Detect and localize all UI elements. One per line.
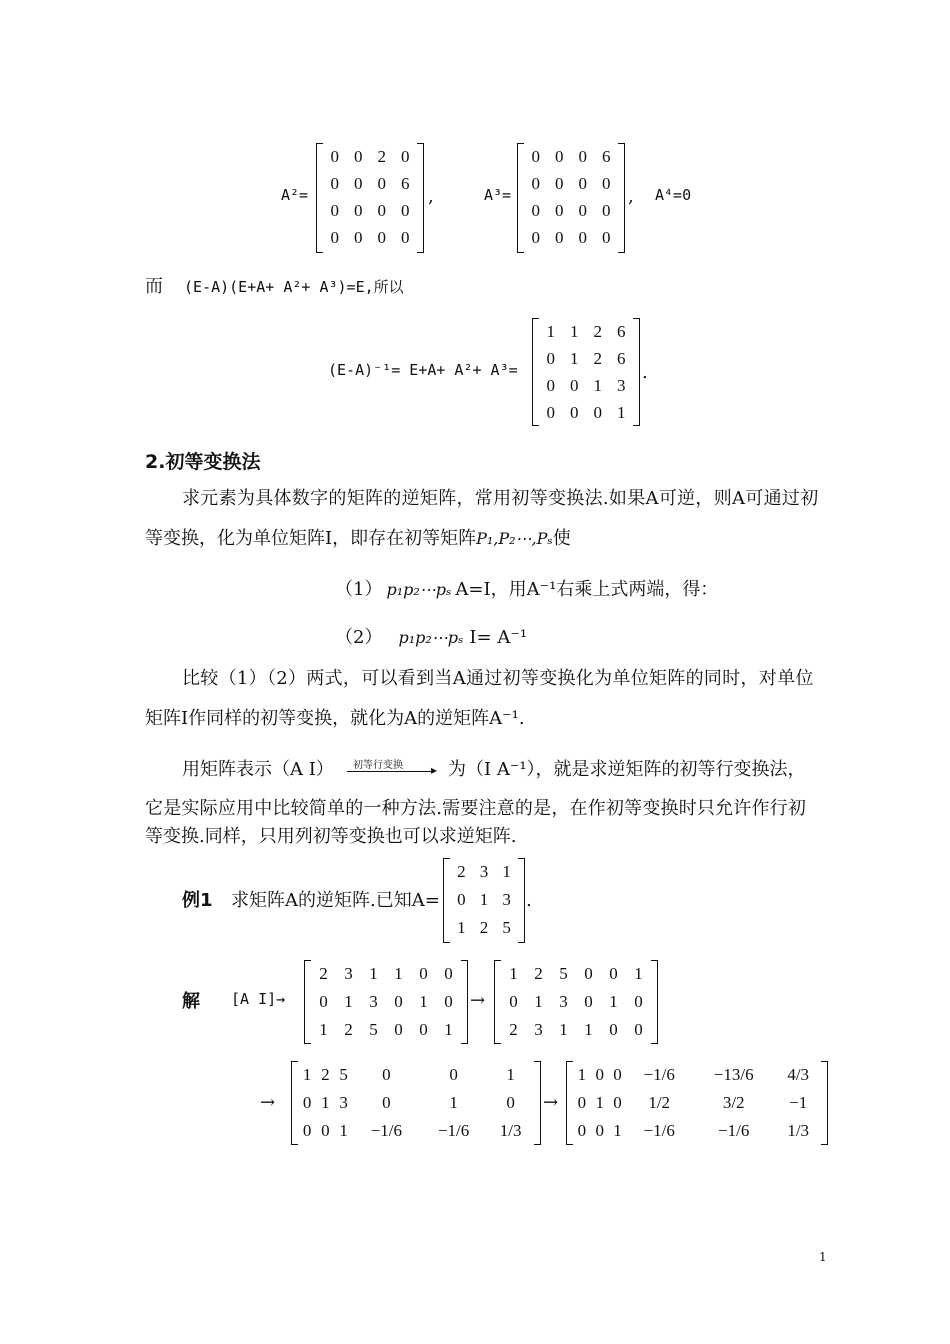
matrix-cell: 6 xyxy=(602,146,611,166)
matrix-cell: 0 xyxy=(394,1020,403,1039)
matrix-cell: 0 xyxy=(578,200,587,220)
section-heading: 2.初等变换法 xyxy=(145,451,261,473)
matrix-cell: 0 xyxy=(377,227,386,247)
solution-label: 解 xyxy=(182,991,200,1012)
matrix-cell: −1 xyxy=(789,1093,808,1112)
matrix-row xyxy=(524,143,618,170)
matrix-cell: 5 xyxy=(559,964,568,983)
matrix-cell: 0 xyxy=(321,1121,330,1140)
matrix-row xyxy=(524,170,618,197)
matrix-cell: 1 xyxy=(593,375,602,395)
matrix-cell: 0 xyxy=(354,173,363,193)
matrix-cell: 1 xyxy=(479,890,489,909)
matrix-cell: 3 xyxy=(369,992,378,1011)
matrix-cell: 2 xyxy=(457,862,466,881)
eq1-number: （1） xyxy=(335,579,383,600)
matrix-cell: 1/3 xyxy=(499,1121,522,1140)
arrow-icon: → xyxy=(543,1092,559,1113)
matrix-cell: 0 xyxy=(531,200,540,220)
matrix-cell: 3 xyxy=(344,964,353,983)
matrix-cell: 0 xyxy=(613,1093,622,1112)
matrix-cell: 1 xyxy=(577,1065,587,1084)
matrix-cell: 1 xyxy=(609,992,618,1011)
para1-line2-end: 使 xyxy=(552,528,571,549)
para3-after: 为（I A⁻¹），就是求逆矩阵的初等行变换法， xyxy=(448,759,806,780)
matrix-row xyxy=(539,345,633,372)
matrix-cell: 0 xyxy=(578,146,587,166)
matrix-cell: 1 xyxy=(502,862,511,881)
matrix-cell: 2 xyxy=(593,321,602,341)
a3-label: A³= xyxy=(484,186,512,204)
matrix-cell: 0 xyxy=(570,402,579,422)
matrix-cell: 0 xyxy=(449,1065,458,1084)
matrix-cell: 2 xyxy=(377,146,386,166)
eq1-math: p₁p₂⋯pₛ xyxy=(386,580,452,599)
matrix-cell: 1 xyxy=(419,992,428,1011)
matrix-cell: 0 xyxy=(509,992,518,1011)
matrix-cell: −13/6 xyxy=(713,1065,754,1084)
matrix-cell: 0 xyxy=(613,1065,622,1084)
matrix-cell: 0 xyxy=(531,146,540,166)
matrix-cell: 2 xyxy=(321,1065,330,1084)
matrix-cell: 0 xyxy=(593,402,602,422)
matrix-cell: 1 xyxy=(509,964,518,983)
matrix-row xyxy=(323,170,417,197)
a2-label: A²= xyxy=(281,186,309,204)
matrix-cell: 1/3 xyxy=(787,1121,810,1140)
matrix-cell: 1 xyxy=(449,1093,458,1112)
matrix-cell: 0 xyxy=(555,173,564,193)
matrix-row xyxy=(573,1117,821,1145)
matrix-row xyxy=(501,960,651,988)
solution-lhs: [A I]→ xyxy=(231,990,286,1008)
matrix-cell: 0 xyxy=(570,375,579,395)
eq2-text: I= A⁻¹ xyxy=(469,627,528,648)
inverse-lhs: (E-A)⁻¹= E+A+ A²+ A³= xyxy=(328,361,518,379)
matrix-cell: 1 xyxy=(506,1065,515,1084)
matrix-cell: 3 xyxy=(559,992,568,1011)
matrix-a2 xyxy=(316,143,424,253)
matrix-cell: −1/6 xyxy=(643,1121,675,1140)
matrix-cell: 6 xyxy=(401,173,410,193)
matrix-cell: −1/6 xyxy=(437,1121,470,1140)
matrix-cell: 0 xyxy=(595,1065,604,1084)
matrix-cell: 0 xyxy=(330,146,339,166)
matrix-cell: 3 xyxy=(502,890,511,909)
para3-line3: 等变换.同样，只用列初等变换也可以求逆矩阵. xyxy=(145,826,517,847)
a4-text: A⁴=0 xyxy=(655,186,692,204)
matrix-cell: 1 xyxy=(570,321,579,341)
matrix-cell: 1 xyxy=(559,1020,568,1039)
matrix-cell: 0 xyxy=(401,227,410,247)
matrix-cell: 1 xyxy=(546,321,555,341)
matrix-row xyxy=(323,143,417,170)
matrix-row xyxy=(298,1061,534,1089)
matrix-cell: 0 xyxy=(401,200,410,220)
matrix-cell: 1 xyxy=(584,1020,593,1039)
para1-line2 xyxy=(145,526,571,552)
matrix-cell: 2 xyxy=(479,918,489,937)
matrix-cell: 1 xyxy=(344,992,353,1011)
matrix-cell: 0 xyxy=(354,227,363,247)
matrix-cell: 0 xyxy=(634,1020,643,1039)
arrow-icon: → xyxy=(260,1092,276,1113)
eq2-math: p₁p₂⋯pₛ xyxy=(398,628,464,647)
matrix-cell: 0 xyxy=(330,173,339,193)
matrix-cell: 0 xyxy=(302,1121,312,1140)
matrix-cell: 0 xyxy=(457,890,466,909)
matrix-cell: 0 xyxy=(577,1121,587,1140)
matrix-row xyxy=(298,1089,534,1117)
transform-arrow xyxy=(347,771,435,772)
matrix-cell: 1 xyxy=(595,1093,604,1112)
matrix-row xyxy=(323,197,417,224)
matrix-cell: 0 xyxy=(302,1093,312,1112)
arrow-label: 初等行变换 xyxy=(353,760,403,771)
matrix-cell: −1/6 xyxy=(718,1121,750,1140)
matrix-row xyxy=(323,224,417,251)
matrix-cell: 6 xyxy=(617,348,626,368)
matrix-cell: 3 xyxy=(479,862,489,881)
matrix-cell: 0 xyxy=(602,227,611,247)
matrix-cell: 6 xyxy=(617,321,626,341)
matrix-cell: 3 xyxy=(617,375,626,395)
eq2-number: （2） xyxy=(335,627,383,648)
matrix-cell: 0 xyxy=(377,200,386,220)
matrix-cell: 3 xyxy=(534,1020,543,1039)
matrix-cell: 0 xyxy=(546,348,555,368)
matrix-row xyxy=(450,914,518,942)
matrix-row xyxy=(524,224,618,251)
matrix-row xyxy=(501,988,651,1016)
matrix-cell: 1 xyxy=(570,348,579,368)
matrix-cell: 0 xyxy=(354,146,363,166)
para2-line2: 矩阵I作同样的初等变换，就化为A的逆矩阵A⁻¹. xyxy=(145,708,525,729)
matrix-step3 xyxy=(291,1061,541,1145)
matrix-cell: 0 xyxy=(382,1065,391,1084)
example-text: 求矩阵A的逆矩阵.已知A= xyxy=(231,890,440,911)
eq2 xyxy=(335,625,527,651)
matrix-step1 xyxy=(304,960,468,1044)
matrix-inverse xyxy=(532,318,640,426)
matrix-cell: 1 xyxy=(613,1121,622,1140)
matrix-cell: 5 xyxy=(369,1020,378,1039)
matrix-cell: 0 xyxy=(546,402,555,422)
arrow-icon: → xyxy=(470,990,486,1011)
matrix-cell: 1/2 xyxy=(648,1093,671,1112)
para2-line1: 比较（1）（2）两式，可以看到当A通过初等变换化为单位矩阵的同时，对单位 xyxy=(182,668,814,689)
matrix-row xyxy=(539,399,633,426)
matrix-cell: 1 xyxy=(534,992,543,1011)
period: . xyxy=(642,362,648,383)
matrix-cell: 0 xyxy=(444,992,453,1011)
matrix-cell: −1/6 xyxy=(370,1121,403,1140)
matrix-cell: 5 xyxy=(339,1065,348,1084)
matrix-cell: 0 xyxy=(377,173,386,193)
matrix-row xyxy=(501,1016,651,1044)
matrix-cell: 1 xyxy=(394,964,403,983)
matrix-cell: 0 xyxy=(394,992,403,1011)
matrix-cell: 0 xyxy=(584,992,593,1011)
matrix-cell: 0 xyxy=(506,1093,515,1112)
matrix-cell: 0 xyxy=(584,964,593,983)
matrix-cell: 0 xyxy=(401,146,410,166)
matrix-step2 xyxy=(494,960,658,1044)
matrix-cell: 0 xyxy=(531,173,540,193)
matrix-row xyxy=(298,1117,534,1145)
matrix-cell: 0 xyxy=(578,173,587,193)
para1-line2-text: 等变换，化为单位矩阵I，即存在初等矩阵 xyxy=(145,528,477,549)
matrix-cell: 3 xyxy=(339,1093,348,1112)
matrix-cell: 0 xyxy=(555,227,564,247)
identity-lead: 而 xyxy=(145,276,163,297)
matrix-cell: 1 xyxy=(339,1121,348,1140)
matrix-a3 xyxy=(517,143,625,253)
matrix-cell: 1 xyxy=(369,964,378,983)
matrix-row xyxy=(539,372,633,399)
matrix-row xyxy=(311,1016,461,1044)
matrix-cell: 1 xyxy=(617,402,626,422)
eq1-text: A=I，用A⁻¹右乘上式两端，得： xyxy=(455,579,719,600)
comma: , xyxy=(428,186,434,207)
matrix-cell: 0 xyxy=(555,146,564,166)
matrix-example-a xyxy=(443,858,525,943)
matrix-cell: 5 xyxy=(502,918,511,937)
matrix-step4 xyxy=(566,1061,828,1145)
matrix-row xyxy=(450,886,518,914)
matrix-row xyxy=(539,318,633,345)
matrix-cell: 0 xyxy=(634,992,643,1011)
matrix-cell: 4/3 xyxy=(787,1065,810,1084)
identity-text: (E-A)(E+A+ A²+ A³)=E,所以 xyxy=(184,278,404,296)
matrix-cell: 0 xyxy=(444,964,453,983)
para1-line1: 求元素为具体数字的矩阵的逆矩阵，常用初等变换法.如果A可逆，则A可通过初 xyxy=(182,488,819,509)
eq1 xyxy=(335,577,718,603)
matrix-cell: 0 xyxy=(602,200,611,220)
matrix-cell: 1 xyxy=(634,964,643,983)
matrix-cell: 2 xyxy=(319,964,328,983)
matrix-cell: 2 xyxy=(593,348,602,368)
matrix-row xyxy=(573,1061,821,1089)
matrix-row xyxy=(573,1089,821,1117)
matrix-cell: 0 xyxy=(595,1121,604,1140)
matrix-cell: 0 xyxy=(546,375,555,395)
matrix-cell: 1 xyxy=(321,1093,330,1112)
elementary-matrices-math: P₁,P₂⋯,Pₛ xyxy=(476,529,553,548)
matrix-cell: 1 xyxy=(457,918,466,937)
comma: , xyxy=(628,186,634,207)
matrix-cell: 3/2 xyxy=(722,1093,745,1112)
matrix-cell: 0 xyxy=(609,1020,618,1039)
matrix-cell: 2 xyxy=(509,1020,518,1039)
para3-line2: 它是实际应用中比较简单的一种方法.需要注意的是，在作初等变换时只允许作行初 xyxy=(145,798,807,819)
matrix-cell: 0 xyxy=(330,227,339,247)
example-label: 例1 xyxy=(182,890,213,911)
matrix-cell: 0 xyxy=(419,1020,428,1039)
matrix-cell: 0 xyxy=(602,173,611,193)
matrix-cell: 0 xyxy=(577,1093,587,1112)
matrix-row xyxy=(524,197,618,224)
matrix-cell: 0 xyxy=(555,200,564,220)
matrix-cell: 1 xyxy=(302,1065,312,1084)
matrix-cell: 0 xyxy=(330,200,339,220)
matrix-cell: 0 xyxy=(531,227,540,247)
matrix-cell: 1 xyxy=(444,1020,453,1039)
matrix-cell: 0 xyxy=(382,1093,391,1112)
matrix-cell: 0 xyxy=(578,227,587,247)
page-number: 1 xyxy=(819,1250,827,1264)
period: . xyxy=(526,890,532,911)
matrix-row xyxy=(311,988,461,1016)
matrix-cell: −1/6 xyxy=(643,1065,675,1084)
matrix-cell: 0 xyxy=(354,200,363,220)
matrix-cell: 2 xyxy=(344,1020,353,1039)
matrix-row xyxy=(450,858,518,886)
matrix-cell: 0 xyxy=(319,992,328,1011)
arrow-head-icon: ▸ xyxy=(431,763,438,777)
matrix-cell: 2 xyxy=(534,964,543,983)
matrix-cell: 0 xyxy=(609,964,618,983)
matrix-cell: 1 xyxy=(319,1020,328,1039)
para3-lead: 用矩阵表示（A I） xyxy=(182,759,334,780)
matrix-cell: 0 xyxy=(419,964,428,983)
matrix-row xyxy=(311,960,461,988)
